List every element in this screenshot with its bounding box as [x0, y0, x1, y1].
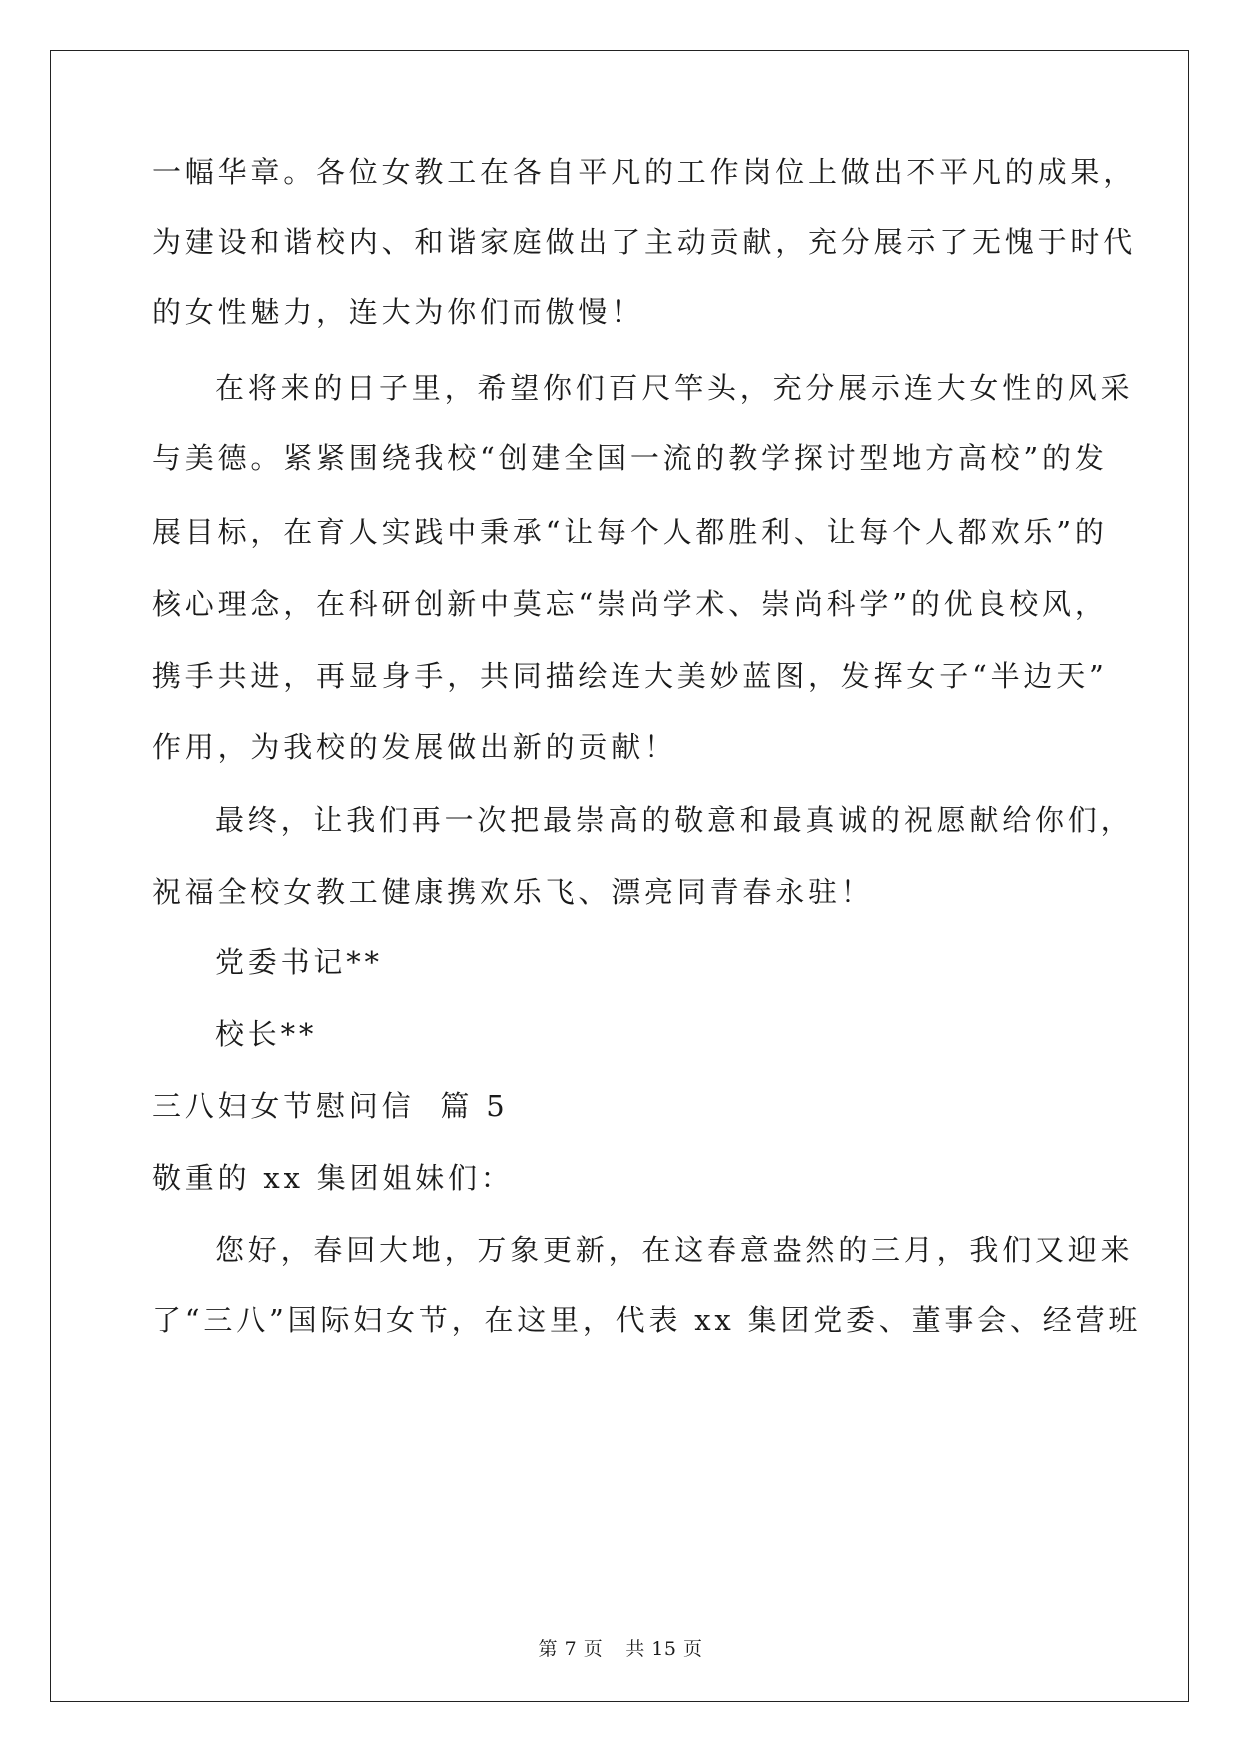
signature-party-secretary: 党委书记** — [215, 945, 383, 979]
salutation: 敬重的 xx 集团姐妹们： — [152, 1161, 514, 1195]
text-line: 了“三八”国际妇女节，在这里，代表 xx 集团党委、董事会、经营班 — [152, 1303, 1142, 1337]
text-line: 核心理念，在科研创新中莫忘“崇尚学术、崇尚科学”的优良校风， — [152, 587, 1108, 621]
text-line: 一幅华章。各位女教工在各自平凡的工作岗位上做出不平凡的成果， — [152, 155, 1137, 189]
text-line: 与美德。紧紧围绕我校“创建全国一流的教学探讨型地方高校”的发 — [152, 441, 1108, 475]
paragraph-start-line: 最终，让我们再一次把最崇高的敬意和最真诚的祝愿献给你们， — [215, 803, 1134, 837]
signature-president: 校长** — [215, 1017, 318, 1051]
text-line: 为建设和谐校内、和谐家庭做出了主动贡献，充分展示了无愧于时代 — [152, 225, 1137, 259]
text-line: 祝福全校女教工健康携欢乐飞、漂亮同青春永驻！ — [152, 875, 874, 909]
paragraph-start-line: 您好，春回大地，万象更新，在这春意盎然的三月，我们又迎来 — [215, 1233, 1134, 1267]
section-heading: 三八妇女节慰问信 篇 5 — [152, 1089, 509, 1123]
page-total: 共 15 页 — [625, 1638, 703, 1660]
paragraph-start-line: 在将来的日子里，希望你们百尺竿头，充分展示连大女性的风采 — [215, 371, 1134, 405]
page-footer — [0, 1636, 1241, 1662]
page-number: 第 7 页 — [538, 1638, 604, 1660]
text-line: 作用，为我校的发展做出新的贡献！ — [152, 730, 677, 764]
text-line: 的女性魅力，连大为你们而傲慢！ — [152, 295, 645, 329]
text-line: 携手共进，再显身手，共同描绘连大美妙蓝图，发挥女子“半边天” — [152, 659, 1108, 693]
text-line: 展目标，在育人实践中秉承“让每个人都胜利、让每个人都欢乐”的 — [152, 515, 1108, 549]
